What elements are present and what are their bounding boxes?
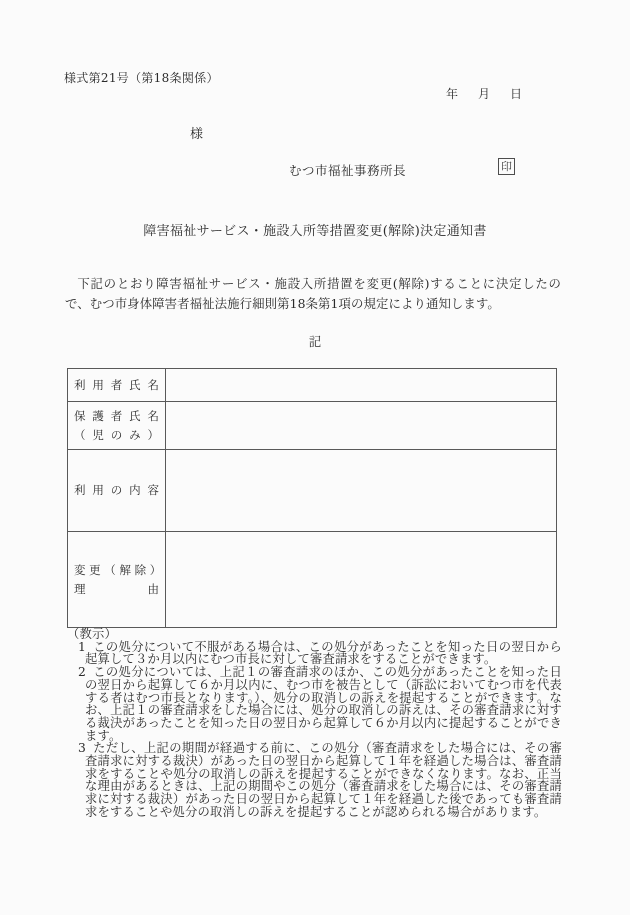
body-paragraph: 下記のとおり障害福祉サービス・施設入所措置を変更(解除)することに決定したので、むつ市身体障害者福祉法施行細則第18条第1項の規定により通知します。 bbox=[65, 276, 561, 311]
table-cell-user-name bbox=[166, 369, 556, 401]
table-row-change-reason bbox=[68, 532, 556, 627]
table-row-usage-details bbox=[68, 450, 556, 532]
table-label-line: 変 更 （ 解 除 ） bbox=[74, 562, 162, 577]
table-label-usage-details bbox=[68, 450, 166, 531]
info-table bbox=[67, 368, 557, 628]
sender-title: むつ市福祉事務所長 bbox=[289, 163, 407, 178]
note-item-3 bbox=[65, 742, 562, 818]
note-number: 2 bbox=[78, 665, 87, 680]
notes-header: （教示） bbox=[67, 627, 117, 641]
note-text: ただし、上記の期間が経過する前に、この処分（審査請求をした場合には、その審査請求に対する裁決）があった日の翌日から起算して１年を経過した場合は、審査請求をすることや処分の取消しの訴えを提起することができなくなります。なお、正当な理由があるときは、上記の期間やこの処分（審査請求をした場合には、その審査請求に対する裁決）があった日の翌日から起算して１年を経過した後であっても審査請求をすることや処分の取消しの訴えを提起することが認められる場合があります。 bbox=[85, 741, 562, 819]
table-cell-guardian-name bbox=[166, 402, 556, 449]
reference-mark: 記 bbox=[308, 334, 322, 349]
date-day-label: 日 bbox=[510, 87, 523, 101]
table-label-line: 理 由 bbox=[74, 581, 159, 596]
date-month-label: 月 bbox=[478, 87, 491, 101]
date-line bbox=[446, 85, 522, 102]
note-text: この処分については、上記１の審査請求のほか、この処分があったことを知った日の翌日から起算して６か月以内に、むつ市を被告として（訴訟においてむつ市を代表する者はむつ市長となります。）、処分の取消しの訴えを提起することができます。なお、上記１の審査請求をした場合には、処分の取消しの訴えは、その審査請求に対する裁決があったことを知った日の翌日から起算して６か月以内に提起することができます。 bbox=[85, 665, 562, 743]
note-item-2 bbox=[65, 666, 562, 742]
table-row-guardian-name bbox=[68, 402, 556, 450]
table-label-change-reason bbox=[68, 532, 166, 627]
table-label-line: 利 用 者 氏 名 bbox=[74, 377, 159, 392]
table-label-user-name bbox=[68, 369, 166, 401]
seal-mark: 印 bbox=[498, 158, 515, 175]
note-number: 1 bbox=[78, 639, 87, 654]
table-label-line: 利 用 の 内 容 bbox=[74, 483, 159, 497]
table-label-guardian-name bbox=[68, 402, 166, 449]
table-cell-change-reason bbox=[166, 532, 556, 627]
note-item-1 bbox=[65, 641, 562, 666]
table-row-user-name bbox=[68, 369, 556, 402]
note-number: 3 bbox=[78, 741, 87, 756]
notes-section bbox=[65, 628, 562, 819]
note-text: この処分について不服がある場合は、この処分があったことを知った日の翌日から起算して３か月以内にむつ市長に対して審査請求をすることができます。 bbox=[85, 639, 562, 667]
date-year-label: 年 bbox=[446, 87, 459, 101]
addressee-suffix: 様 bbox=[190, 127, 204, 142]
table-label-line: 保 護 者 氏 名 bbox=[74, 408, 159, 423]
form-number: 様式第21号（第18条関係） bbox=[64, 71, 219, 85]
table-label-line: （ 児 の み ） bbox=[74, 427, 159, 442]
document-title: 障害福祉サービス・施設入所等措置変更(解除)決定通知書 bbox=[143, 224, 487, 239]
table-cell-usage-details bbox=[166, 450, 556, 531]
